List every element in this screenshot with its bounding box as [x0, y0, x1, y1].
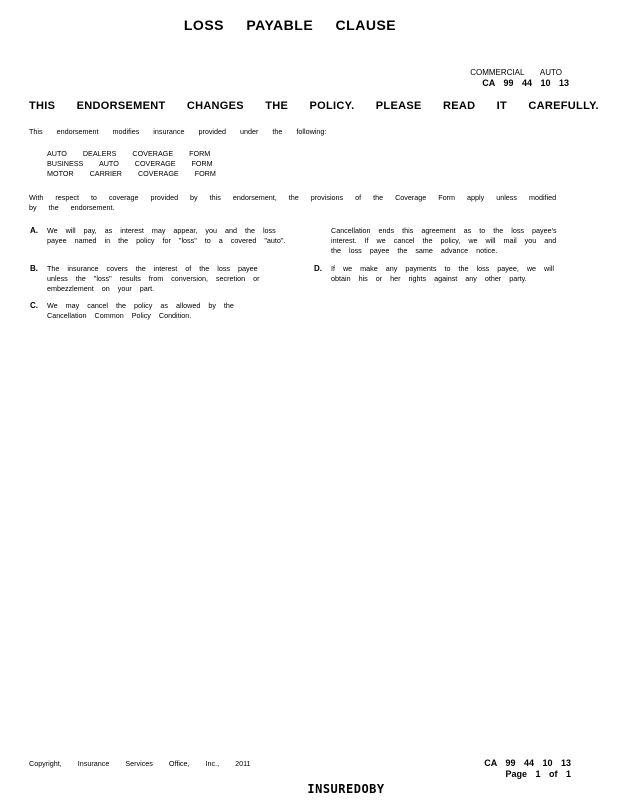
provision-letter: C. — [30, 301, 38, 310]
provision-c-continued — [331, 226, 571, 256]
provision-text: Cancellation ends this agreement as to the loss payee's interest. If we cancel the policy, we will mail you and the loss payee the same advance notice. — [331, 226, 557, 255]
provision-text: The insurance covers the interest of the loss payee unless the "loss" results from conversion, secretion or embezzlement on your part. — [47, 264, 260, 293]
form-number: CA 99 44 10 13 — [482, 78, 569, 88]
provision-text: We will pay, as interest may appear, you and the loss payee named in the policy for "loss" to a covered "auto". — [47, 226, 286, 245]
document-title: LOSS PAYABLE CLAUSE — [183, 17, 397, 33]
coverage-forms-list — [47, 149, 216, 179]
with-respect-paragraph: With respect to coverage provided by this endorsement, the provisions of the Coverage Form apply unless modified by the endorsement. — [29, 193, 557, 212]
provision-letter: A. — [30, 226, 38, 235]
coverage-form-item: MOTOR CARRIER COVERAGE FORM — [47, 169, 216, 178]
watermark-text: INSUREDOBY — [307, 782, 385, 796]
provision-text: We may cancel the policy as allowed by the Cancellation Common Policy Condition. — [47, 301, 234, 320]
provision-letter: B. — [30, 264, 38, 273]
form-label: COMMERCIAL AUTO — [470, 68, 562, 77]
footer-form-number: CA 99 44 10 13 — [484, 758, 571, 768]
provision-b — [30, 264, 279, 294]
provision-letter: D. — [314, 264, 322, 273]
footer-form-info — [484, 758, 571, 780]
endorsement-notice: THIS ENDORSEMENT CHANGES THE POLICY. PLEASE READ IT CAREFULLY. — [29, 100, 599, 112]
intro-text: This endorsement modifies insurance provided under the following: — [29, 127, 327, 136]
provision-c — [30, 301, 277, 321]
provision-text: If we make any payments to the loss payee, we will obtain his or her rights against any other party. — [331, 264, 554, 283]
coverage-form-item: BUSINESS AUTO COVERAGE FORM — [47, 159, 213, 168]
provision-d — [314, 264, 571, 284]
page-number: Page 1 of 1 — [505, 769, 571, 779]
provision-a — [30, 226, 287, 246]
coverage-form-item: AUTO DEALERS COVERAGE FORM — [47, 149, 211, 158]
copyright-notice: Copyright, Insurance Services Office, Inc., 2011 — [29, 759, 251, 768]
